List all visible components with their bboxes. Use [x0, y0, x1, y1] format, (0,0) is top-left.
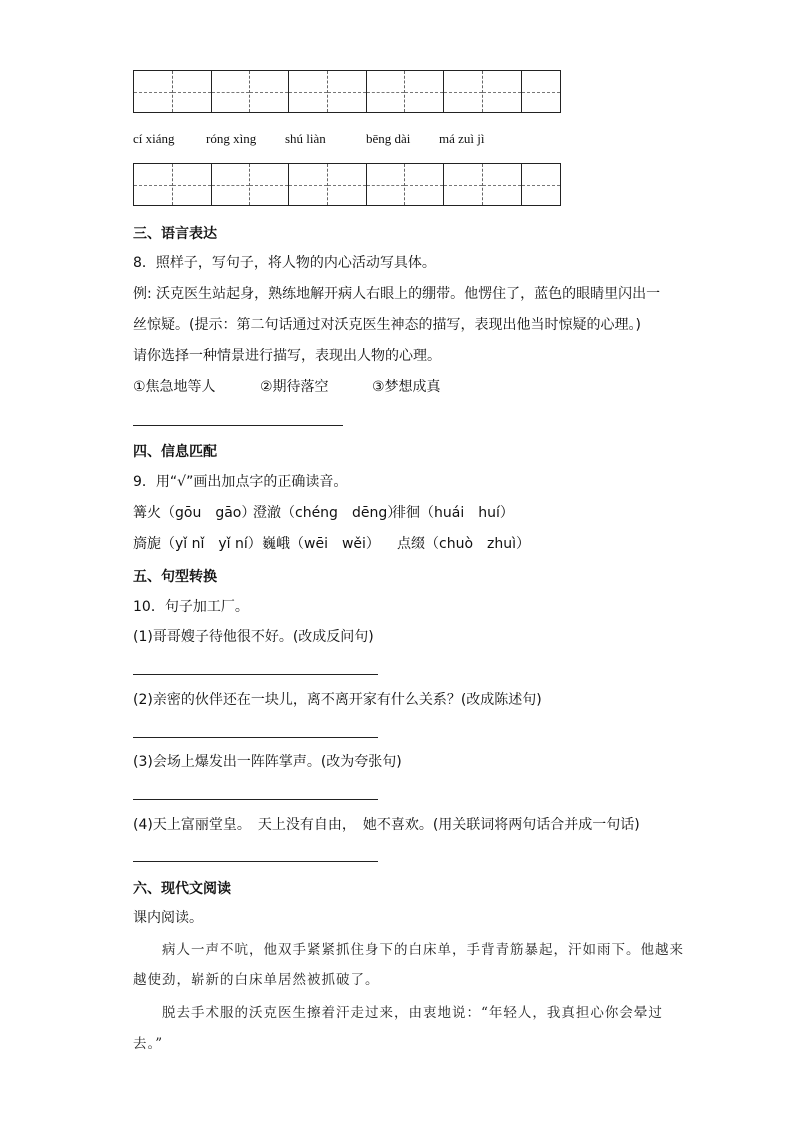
grid-cell[interactable]	[173, 164, 212, 205]
grid-cell[interactable]	[367, 71, 406, 112]
instruction: 请你选择一种情景进行描写，表现出人物的心理。	[133, 348, 441, 364]
section5-heading: 五、句型转换	[133, 569, 217, 585]
reading-item: 巍峨（wēi wěi）	[262, 536, 380, 552]
answer-line[interactable]	[133, 737, 378, 738]
reading-item: 篝火（gōu gāo）	[133, 505, 256, 521]
question-8: 8．照样子，写句子，将人物的内心活动写具体。	[133, 255, 436, 271]
section4-heading: 四、信息匹配	[133, 444, 217, 460]
question-10: 10．句子加工厂。	[133, 599, 249, 615]
grid-cell[interactable]	[289, 71, 328, 112]
answer-line[interactable]	[133, 861, 378, 862]
transform-item-3: (3)会场上爆发出一阵阵掌声。(改为夸张句)	[133, 754, 402, 770]
transform-item-4: (4)天上富丽堂皇。 天上没有自由， 她不喜欢。(用关联词将两句话合并成一句话)	[133, 817, 640, 833]
passage-para2-line2: 去。”	[133, 1036, 164, 1052]
grid-cell[interactable]	[212, 164, 251, 205]
section6-heading: 六、现代文阅读	[133, 881, 231, 897]
grid-cell[interactable]	[405, 71, 444, 112]
reading-row-1	[0, 503, 794, 523]
grid-cell[interactable]	[328, 164, 367, 205]
grid-cell[interactable]	[483, 164, 522, 205]
reading-item: 点缀（chuò zhuì）	[397, 536, 530, 552]
options-row	[0, 377, 794, 397]
answer-line[interactable]	[133, 674, 378, 675]
grid-cell[interactable]	[522, 71, 561, 112]
answer-line[interactable]	[133, 799, 378, 800]
pinyin-word: má zuì jì	[439, 131, 485, 146]
grid-cell[interactable]	[444, 71, 483, 112]
reading-item: 澄澈（chéng dēng）	[253, 505, 402, 521]
reading-item: 徘徊（huái huí）	[392, 505, 514, 521]
question-9: 9．用“√”画出加点字的正确读音。	[133, 474, 348, 490]
example-line-2: 丝惊疑。(提示：第二句话通过对沃克医生神态的描写，表现出他当时惊疑的心理。)	[133, 317, 641, 333]
section3-heading: 三、语言表达	[133, 226, 217, 242]
grid-cell[interactable]	[444, 164, 483, 205]
transform-item-1: (1)哥哥嫂子待他很不好。(改成反问句)	[133, 629, 374, 645]
answer-line[interactable]	[133, 425, 343, 426]
writing-grid-top	[133, 70, 561, 113]
passage-para1-line2: 越使劲，崭新的白床单居然被抓破了。	[133, 972, 380, 988]
grid-cell[interactable]	[289, 164, 328, 205]
example-line-1: 例: 沃克医生站起身，熟练地解开病人右眼上的绷带。他愣住了，蓝色的眼睛里闪出一	[133, 286, 661, 302]
grid-cell[interactable]	[173, 71, 212, 112]
grid-cell[interactable]	[250, 164, 289, 205]
grid-cell[interactable]	[405, 164, 444, 205]
option-1: ①焦急地等人	[133, 379, 216, 395]
grid-cell[interactable]	[328, 71, 367, 112]
pinyin-word: róng xìng	[206, 131, 257, 146]
grid-cell[interactable]	[250, 71, 289, 112]
option-3: ③梦想成真	[372, 379, 441, 395]
grid-cell[interactable]	[367, 164, 406, 205]
section6-subtitle: 课内阅读。	[133, 910, 203, 926]
grid-cell[interactable]	[134, 164, 173, 205]
pinyin-word: cí xiáng	[133, 131, 175, 146]
grid-cell[interactable]	[212, 71, 251, 112]
option-2: ②期待落空	[260, 379, 329, 395]
pinyin-word: bēng dài	[366, 131, 411, 146]
grid-cell[interactable]	[134, 71, 173, 112]
passage-para2-line1: 脱去手术服的沃克医生擦着汗走过来，由衷地说：“年轻人，我真担心你会晕过	[162, 1005, 663, 1021]
grid-cell[interactable]	[522, 164, 561, 205]
transform-item-2: (2)亲密的伙伴还在一块儿，离不离开家有什么关系？(改成陈述句)	[133, 692, 542, 708]
grid-cell[interactable]	[483, 71, 522, 112]
passage-para1-line1: 病人一声不吭，他双手紧紧抓住身下的白床单，手背青筋暴起，汗如雨下。他越来	[162, 942, 684, 958]
pinyin-word: shú liàn	[285, 131, 326, 146]
reading-row-2	[0, 534, 794, 554]
writing-grid-bottom	[133, 163, 561, 206]
reading-item: 旖旎（yǐ nǐ yǐ ní）	[133, 536, 262, 552]
